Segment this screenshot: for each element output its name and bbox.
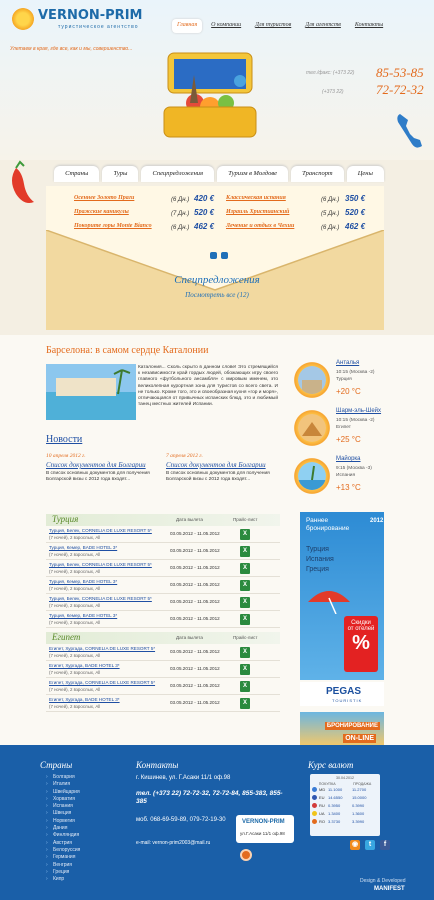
tab-transport[interactable]: Транспорт <box>291 166 344 182</box>
news-excerpt: В список основных документов для получения Болгарской визы с 2012 года входят... <box>166 471 270 483</box>
offer-row <box>74 223 152 229</box>
tab-moldova-tourism[interactable]: Туризм в Молдове <box>217 166 288 182</box>
flight-dates: 03.05.2012 - 11.05.2012 <box>170 582 220 587</box>
city-photo <box>298 366 326 394</box>
banner-year: 2012 <box>370 518 384 524</box>
currency-buy: 1.3400 <box>328 810 341 816</box>
map-address: ул.Г.Асаки 11/1 оф.98 <box>240 831 285 836</box>
nav-about[interactable]: О компании <box>211 22 242 28</box>
tab-tours[interactable]: Туры <box>102 166 138 182</box>
offer-days: (6 Дн.) <box>321 225 340 231</box>
credit-label: Design & Developed <box>360 878 406 884</box>
hotel-details: (7 ночей), 2 взрослых, All <box>49 603 101 608</box>
facebook-icon[interactable]: f <box>380 840 390 850</box>
currency-code: MD <box>319 787 326 793</box>
country-link[interactable]: › Швеция <box>46 810 126 817</box>
map-pin-icon[interactable] <box>240 849 252 861</box>
hotel-link[interactable]: Турция, Кемер, BADE HOTEL 3* <box>49 579 118 584</box>
flag-icon <box>312 819 317 824</box>
news-title[interactable]: Новости <box>46 434 83 445</box>
table-row <box>46 526 280 543</box>
currency-date: 30.04.2012 <box>336 776 354 780</box>
hotel-link[interactable]: Египет, Хургада, CORNELIA DE LUXE RESORT 5* <box>49 646 156 651</box>
slider-pagination <box>210 252 228 259</box>
offer-days: (7 Дн.) <box>171 211 190 217</box>
chili-pepper-icon <box>6 160 40 210</box>
footer-mobile: моб. 068-69-59-89, 079-72-19-30 <box>136 817 226 823</box>
special-offers-all-link[interactable]: Посмотреть все (12) <box>185 291 249 299</box>
city-photo <box>298 462 326 490</box>
flight-dates: 03.05.2012 - 11.05.2012 <box>170 531 220 536</box>
special-offers-title: Спецпредложения <box>174 274 260 286</box>
flight-dates: 03.05.2012 - 11.05.2012 <box>170 599 220 604</box>
currency-sell-label: ПРОДАЖА <box>353 782 372 786</box>
currency-row <box>310 794 380 802</box>
table-header <box>46 514 280 526</box>
flight-dates: 03.05.2012 - 11.05.2012 <box>170 548 220 553</box>
weather-country: Испания <box>336 473 356 478</box>
flight-dates: 03.05.2012 - 11.05.2012 <box>170 666 220 671</box>
credit-studio[interactable]: MANIFEST <box>374 886 405 892</box>
phone-label-1: тел./факс: (+373 22) <box>306 70 355 76</box>
hotel-link[interactable]: Турция, Белек, CORNELIA DE LUXE RESORT 5* <box>49 562 152 567</box>
city-photo <box>298 414 326 442</box>
tab-countries[interactable]: Страны <box>54 166 99 182</box>
currency-row <box>310 802 380 810</box>
flag-icon <box>312 795 317 800</box>
hotel-link[interactable]: Турция, Белек, CORNELIA DE LUXE RESORT 5* <box>49 528 152 533</box>
offer-row <box>74 195 134 201</box>
currency-buy-label: ПОКУПКА <box>318 782 336 786</box>
weather-temp: +20 °C <box>336 387 361 396</box>
country-link[interactable]: › Австрия <box>46 840 126 847</box>
flag-icon <box>312 811 317 816</box>
offer-link[interactable]: Покорите горы Monte Bianco <box>74 223 152 229</box>
nav-home[interactable]: Главная <box>172 19 202 33</box>
table-row <box>46 543 280 560</box>
map-bubble <box>236 815 294 843</box>
online-booking-banner[interactable] <box>300 712 384 746</box>
table-country-title[interactable]: Египет <box>52 632 81 642</box>
pegas-sub: TOURISTIK <box>332 698 363 703</box>
offer-price: 520 € <box>194 208 215 217</box>
col-price-header: Прайс-лист <box>233 635 258 640</box>
beach-umbrella-icon <box>306 584 352 614</box>
currency-sell: 0.3990 <box>352 802 365 808</box>
col-price-header: Прайс-лист <box>233 517 258 522</box>
hotel-details: (7 ночей), 2 взрослых, All <box>49 704 101 709</box>
offer-days: (6 Дн.) <box>321 197 340 203</box>
table-row <box>46 644 280 661</box>
country-link[interactable]: › Германия <box>46 854 126 861</box>
country-link[interactable]: › Испания <box>46 803 126 810</box>
weather-widget <box>292 360 392 404</box>
weather-time: 10:15 (Москва -2) <box>336 370 375 375</box>
excel-icon[interactable]: X <box>240 529 250 540</box>
country-link[interactable]: › Хорватия <box>46 796 126 803</box>
offer-row <box>226 195 286 201</box>
main-nav <box>172 19 428 33</box>
resort-photo[interactable] <box>46 364 136 420</box>
hotel-details: (7 ночей), 2 взрослых, All <box>49 687 101 692</box>
country-link[interactable]: › Кипр <box>46 876 126 883</box>
hotel-details: (7 ночей), 2 взрослых, All <box>49 535 101 540</box>
currency-title: Курс валют <box>308 760 354 770</box>
weather-country: Египет <box>336 425 351 430</box>
social-links <box>350 840 390 850</box>
discount-line: Скидки <box>351 620 371 626</box>
currency-buy: 0.3950 <box>328 802 341 808</box>
currency-sell: 11.2700 <box>352 787 367 793</box>
footer-address: г. Кишинев, ул. Г.Асаки 11/1 оф.98 <box>136 775 231 781</box>
percent-icon: % <box>352 632 370 654</box>
offer-row <box>74 209 129 215</box>
table-country-title[interactable]: Турция <box>52 514 79 524</box>
banner-country: Испания <box>306 556 334 563</box>
table-row <box>46 577 280 594</box>
currency-widget <box>310 774 380 836</box>
col-dates-header: Дата вылета <box>176 635 203 640</box>
flight-dates: 03.05.2012 - 11.05.2012 <box>170 683 220 688</box>
tab-special-offers[interactable]: Спецпредложения <box>141 166 214 182</box>
offer-row <box>226 223 294 229</box>
country-link[interactable]: › Дания <box>46 825 126 832</box>
offer-price: 520 € <box>345 208 366 217</box>
currency-code: RO <box>319 818 325 824</box>
news-headline-link[interactable]: Список документов для Болгарии <box>46 461 146 469</box>
excel-icon[interactable]: X <box>240 546 250 557</box>
country-link[interactable]: › Швейцария <box>46 789 126 796</box>
offer-price: 420 € <box>194 194 215 203</box>
flight-dates: 03.05.2012 - 11.05.2012 <box>170 616 220 621</box>
logo-text[interactable]: VERNON-PRIM <box>38 8 143 23</box>
phone-label-2: (+373 22) <box>322 89 344 95</box>
footer-phones: тел. (+373 22) 72-72-32, 72-72-84, 855-383, 855-385 <box>136 790 283 805</box>
pegas-banner[interactable] <box>300 682 384 706</box>
offer-price: 462 € <box>345 222 366 231</box>
news-item <box>46 453 164 483</box>
weather-country: Турция <box>336 377 352 382</box>
offer-link[interactable]: Пражские каникулы <box>74 209 129 215</box>
pegas-logo-text: PEGAS <box>326 686 362 697</box>
excel-icon[interactable]: X <box>240 681 250 692</box>
footer-contacts-title: Контакты <box>136 760 179 770</box>
hotel-link[interactable]: Египет, Хургада, BADE HOTEL 3* <box>49 663 120 668</box>
offer-link[interactable]: Израиль Христианский <box>226 209 290 215</box>
flight-dates: 03.05.2012 - 11.05.2012 <box>170 700 220 705</box>
hotel-link[interactable]: Турция, Кемер, BADE HOTEL 3* <box>49 613 118 618</box>
currency-row <box>310 786 380 794</box>
logo-subtitle: туристическое агентство <box>58 24 139 30</box>
nav-agencies[interactable]: Для агентств <box>305 22 341 28</box>
table-row <box>46 560 280 577</box>
flag-icon <box>312 803 317 808</box>
table-row <box>46 695 280 712</box>
sun-logo-icon[interactable] <box>12 8 34 30</box>
phone-number-2[interactable]: 72-72-32 <box>376 82 424 97</box>
banner-country: Греция <box>306 566 329 573</box>
table-row <box>46 594 280 611</box>
hotel-details: (7 ночей), 2 взрослых, All <box>49 552 101 557</box>
currency-sell: 1.3600 <box>352 810 365 816</box>
country-link[interactable]: › Белоруссия <box>46 847 126 854</box>
online-booking-line: БРОНИРОВАНИЕ <box>326 723 378 729</box>
currency-row <box>310 809 380 817</box>
flight-dates: 03.05.2012 - 11.05.2012 <box>170 565 220 570</box>
hotel-link[interactable]: Турция, Кемер, BADE HOTEL 3* <box>49 545 118 550</box>
flight-dates: 03.05.2012 - 11.05.2012 <box>170 649 220 654</box>
excel-icon[interactable]: X <box>240 664 250 675</box>
footer-email[interactable]: e-mail: vernon-prim2003@mail.ru <box>136 840 211 846</box>
banner-country: Турция <box>306 546 329 553</box>
currency-sell: 3.3990 <box>352 818 365 824</box>
excel-icon[interactable]: X <box>240 597 250 608</box>
nav-contacts[interactable]: Контакты <box>354 22 384 28</box>
news-headline-link[interactable]: Список документов для Болгарии <box>166 461 266 469</box>
excel-icon[interactable]: X <box>240 614 250 625</box>
hotel-link[interactable]: Египет, Хургада, BADE HOTEL 3* <box>49 697 120 702</box>
country-link[interactable]: › Финляндия <box>46 832 126 839</box>
map-logo: VERNON-PRIM <box>242 819 285 825</box>
currency-buy: 11.1000 <box>328 787 343 793</box>
telephone-icon <box>394 110 424 150</box>
article-text: Каталония... Сколь скрыто в данном слове! Это стремящийся к независимости край гордых людей, обожающих игру своего главного «футбольного ансамбля» с мировым именем, это великолепная курортная зона для туристов со всего света. И не только. Кроме того, это и своеобразная кухня «гор и моря», отличающаяся от привычных испанских блюд, это и любимый танец местных жителей Испании. <box>138 365 278 408</box>
offer-link[interactable]: Осеннее Золото Праги <box>74 195 135 201</box>
offer-price: 462 € <box>194 222 215 231</box>
nav-tourists[interactable]: Для туристов <box>255 22 292 28</box>
slider-dot[interactable] <box>210 252 217 259</box>
weather-city[interactable]: Анталья <box>336 360 360 366</box>
weather-city[interactable]: Шарм-эль-Шейх <box>336 408 382 414</box>
currency-buy: 3.3730 <box>328 818 341 824</box>
online-booking-line: ON-LINE <box>345 735 374 742</box>
hotel-details: (7 ночей), 2 взрослых, All <box>49 569 101 574</box>
weather-widget <box>292 456 392 500</box>
country-link[interactable]: › Болгария <box>46 774 126 781</box>
article-title[interactable]: Барселона: в самом сердце Каталонии <box>46 345 209 356</box>
twitter-icon[interactable]: t <box>365 840 375 850</box>
currency-code: UA <box>319 810 325 816</box>
currency-buy: 14.6550 <box>328 795 343 801</box>
excel-icon[interactable]: X <box>240 580 250 591</box>
banner-line: бронирование <box>306 525 350 532</box>
excel-icon[interactable]: X <box>240 563 250 574</box>
hotel-details: (7 ночей), 2 взрослых, All <box>49 586 101 591</box>
banner-line: Раннее <box>306 517 329 524</box>
table-row <box>46 611 280 628</box>
table-row <box>46 661 280 678</box>
offer-link[interactable]: Лечение и отдых в Чехии <box>226 223 295 229</box>
hotel-link[interactable]: Турция, Белек, CORNELIA DE LUXE RESORT 5* <box>49 596 152 601</box>
hotel-details: (7 ночей), 2 взрослых, All <box>49 620 101 625</box>
hotel-details: (7 ночей), 2 взрослых, All <box>49 670 101 675</box>
slider-dot[interactable] <box>221 252 228 259</box>
suitcase-illustration <box>150 45 270 145</box>
news-excerpt: В список основных документов для получения Болгарской визы с 2012 года входят... <box>46 471 150 483</box>
offer-days: (6 Дн.) <box>171 197 190 203</box>
tab-prices[interactable]: Цены <box>347 166 384 182</box>
hotel-details: (7 ночей), 2 взрослых, All <box>49 653 101 658</box>
phone-number-1[interactable]: 85-53-85 <box>376 65 424 80</box>
offer-days: (5 Дн.) <box>321 211 340 217</box>
price-table-egypt <box>46 632 280 712</box>
offer-link[interactable]: Классическая испания <box>226 195 286 201</box>
category-tabs <box>54 166 384 182</box>
currency-code: EU <box>319 795 325 801</box>
weather-temp: +25 °C <box>336 435 361 444</box>
offer-row <box>226 209 289 215</box>
offer-price: 350 € <box>345 194 366 203</box>
hotel-link[interactable]: Египет, Хургада, CORNELIA DE LUXE RESORT 5* <box>49 680 156 685</box>
country-link[interactable]: › Венгрия <box>46 862 126 869</box>
weather-time: 9:15 (Москва -3) <box>336 466 372 471</box>
discount-badge <box>344 616 378 672</box>
rss-icon[interactable]: ◉ <box>351 841 359 848</box>
col-dates-header: Дата вылета <box>176 517 203 522</box>
weather-temp: +13 °C <box>336 483 361 492</box>
offer-days: (6 Дн.) <box>171 225 190 231</box>
currency-code: RU <box>319 802 325 808</box>
excel-icon[interactable]: X <box>240 698 250 709</box>
flag-icon <box>312 787 317 792</box>
excel-icon[interactable]: X <box>240 647 250 658</box>
table-row <box>46 678 280 695</box>
country-link[interactable]: › Греция <box>46 869 126 876</box>
slogan: Улетаем в края, где все, как и мы, совершенство... <box>10 46 133 52</box>
news-date: 7 апреля 2012 г. <box>166 453 203 459</box>
weather-widget <box>292 408 392 452</box>
country-link[interactable]: › Норвегия <box>46 818 126 825</box>
country-link[interactable]: › Италия <box>46 781 126 788</box>
news-date: 10 апреля 2012 г. <box>46 453 86 459</box>
weather-time: 10:15 (Москва -2) <box>336 418 375 423</box>
price-table-turkey <box>46 514 280 628</box>
footer-countries-title: Страны <box>40 760 73 770</box>
table-header <box>46 632 280 644</box>
discount-line: от отелей <box>347 626 375 632</box>
footer-countries-list <box>46 774 126 883</box>
currency-sell: 15.0000 <box>352 795 367 801</box>
weather-city[interactable]: Майорка <box>336 456 361 462</box>
news-item <box>166 453 284 483</box>
currency-row <box>310 817 380 825</box>
